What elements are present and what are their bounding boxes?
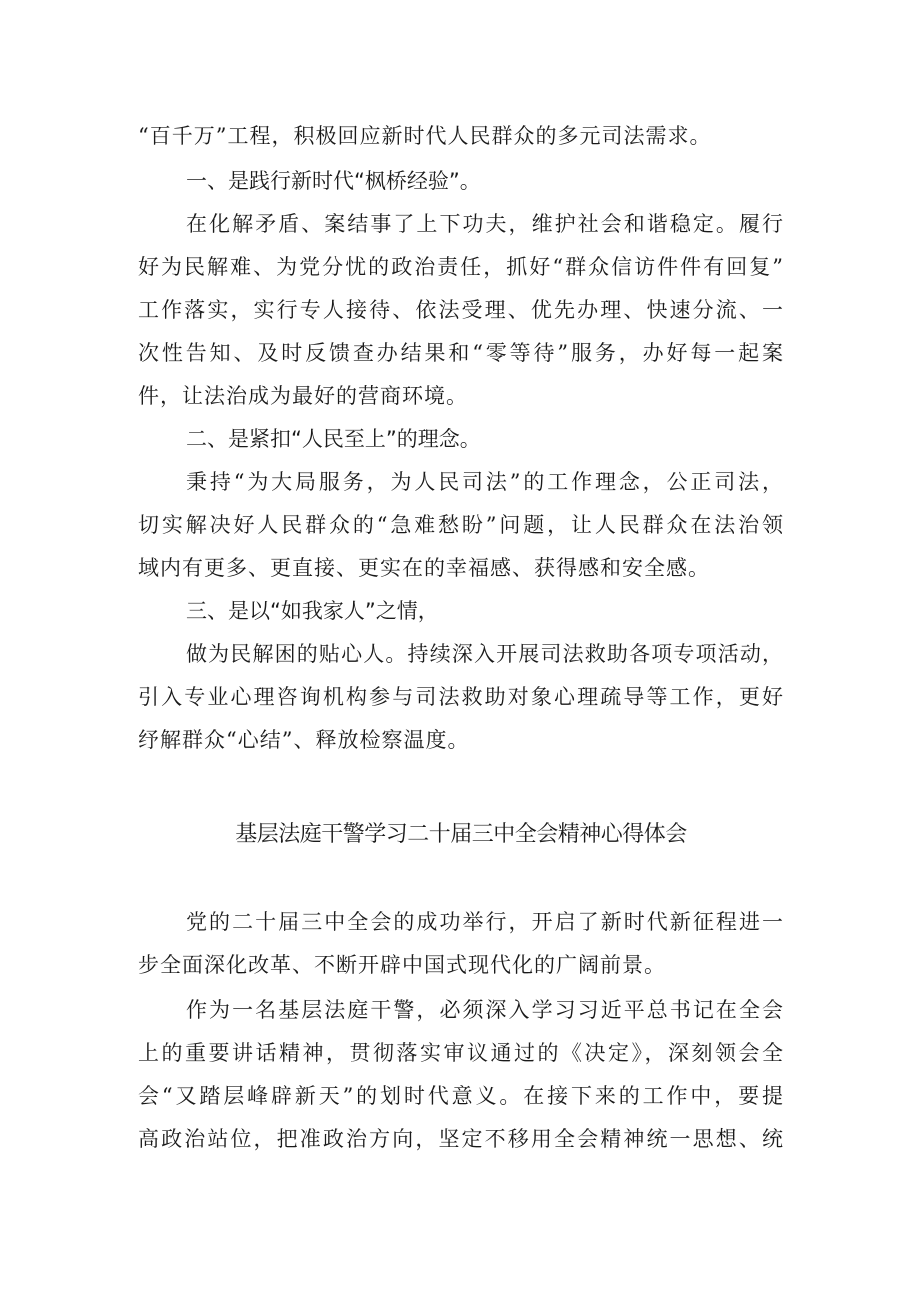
paragraph-line: “百千万”工程，积极回应新时代人民群众的多元司法需求。: [138, 124, 712, 148]
paragraph-line: 作为一名基层法庭干警，必须深入学习习近平总书记在全会: [186, 998, 784, 1022]
paragraph-line: 件，让法治成为最好的营商环境。: [138, 384, 468, 408]
section-heading-2: 二、是紧扣“人民至上”的理念。: [186, 427, 481, 451]
paragraph-line: 秉持“为大局服务，为人民司法”的工作理念，公正司法，: [186, 470, 784, 494]
article-title: 基层法庭干警学习二十届三中全会精神心得体会: [235, 822, 687, 847]
paragraph-line: 域内有更多、更直接、更实在的幸福感、获得感和安全感。: [138, 556, 710, 580]
paragraph-line: 在化解矛盾、案结事了上下功夫，维护社会和谐稳定。履行: [186, 212, 784, 236]
paragraph-line: 高政治站位，把准政治方向，坚定不移用全会精神统一思想、统: [138, 1127, 784, 1151]
section-heading-3: 三、是以“如我家人”之情，: [186, 599, 439, 623]
paragraph-line: 工作落实，实行专人接待、依法受理、优先办理、快速分流、一: [138, 298, 784, 322]
paragraph-line: 纾解群众“心结”、释放检察温度。: [138, 728, 470, 752]
paragraph-line: 上的重要讲话精神，贯彻落实审议通过的《决定》，深刻领会全: [138, 1041, 784, 1065]
paragraph-line: 引入专业心理咨询机构参与司法救助对象心理疏导等工作，更好: [138, 685, 784, 709]
paragraph-line: 步全面深化改革、不断开辟中国式现代化的广阔前景。: [138, 953, 666, 977]
paragraph-line: 好为民解难、为党分忧的政治责任，抓好“群众信访件件有回复”: [138, 255, 784, 279]
paragraph-line: 做为民解困的贴心人。持续深入开展司法救助各项专项活动，: [186, 642, 784, 666]
paragraph-line: 切实解决好人民群众的“急难愁盼”问题，让人民群众在法治领: [138, 513, 784, 537]
paragraph-line: 党的二十届三中全会的成功举行，开启了新时代新征程进一: [186, 910, 784, 934]
section-heading-1: 一、是践行新时代“枫桥经验”。: [186, 169, 481, 193]
paragraph-line: 次性告知、及时反馈查办结果和“零等待”服务，办好每一起案: [138, 341, 784, 365]
paragraph-line: 会“又踏层峰辟新天”的划时代意义。在接下来的工作中，要提: [138, 1084, 784, 1108]
